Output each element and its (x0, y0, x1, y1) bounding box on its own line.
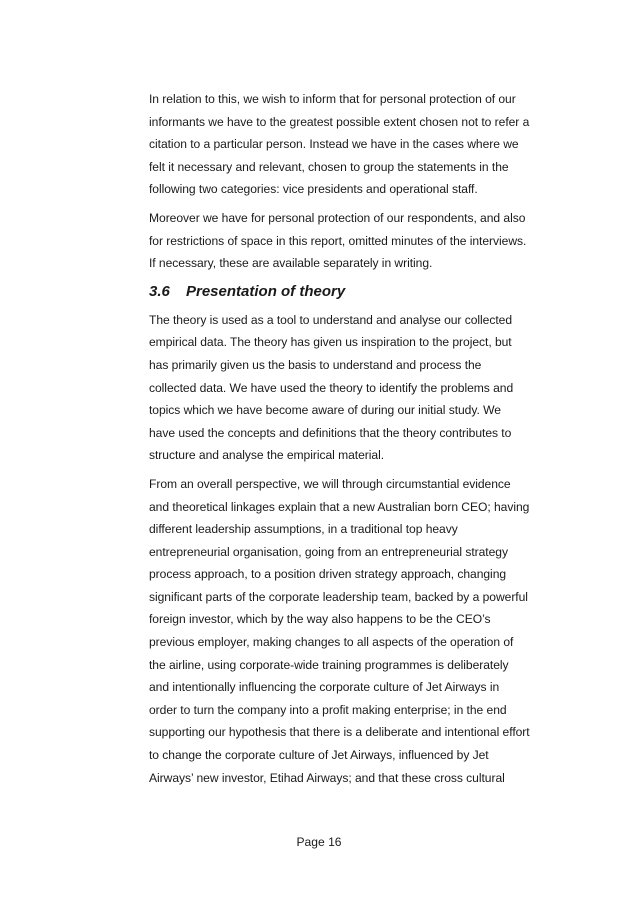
paragraph-omitted-minutes (149, 207, 569, 275)
text-line: has primarily given us the basis to understand and process the (149, 357, 482, 372)
text-line: structure and analyse the empirical material. (149, 448, 385, 463)
text-line: collected data. We have used the theory to identify the problems and (149, 380, 514, 395)
text-line: The theory is used as a tool to understand and analyse our collected (149, 312, 513, 327)
text-line: entrepreneurial organisation, going from an entrepreneurial strategy (149, 544, 508, 559)
text-line: previous employer, making changes to all aspects of the operation of (149, 635, 514, 650)
section-number: 3.6 (149, 282, 170, 300)
paragraph-theory-usage (149, 309, 569, 467)
text-line: informants we have to the greatest possible extent chosen not to refer a (149, 114, 530, 129)
text-line: have used the concepts and definitions that the theory contributes to (149, 425, 512, 440)
paragraph-overall-perspective (149, 473, 569, 789)
section-heading (149, 281, 569, 309)
text-line: topics which we have become aware of during our initial study. We (149, 403, 501, 418)
text-line: In relation to this, we wish to inform that for personal protection of our (149, 92, 516, 106)
text-line: Moreover we have for personal protection of our respondents, and also (149, 210, 526, 225)
text-line: and theoretical linkages explain that a new Australian born CEO; having (149, 499, 530, 514)
paragraph-privacy-citations (149, 88, 569, 201)
page-body (149, 88, 569, 789)
text-line: the airline, using corporate-wide training programmes is deliberately (149, 657, 509, 672)
text-line: order to turn the company into a profit making enterprise; in the end (149, 702, 507, 717)
text-line: From an overall perspective, we will through circumstantial evidence (149, 476, 511, 491)
text-line: for restrictions of space in this report, omitted minutes of the interviews. (149, 233, 527, 248)
text-line: Airways’ new investor, Etihad Airways; and that these cross cultural (149, 770, 505, 785)
text-line: citation to a particular person. Instead we have in the cases where we (149, 137, 519, 152)
text-line: and intentionally influencing the corporate culture of Jet Airways in (149, 680, 500, 695)
text-line: process approach, to a position driven strategy approach, changing (149, 567, 507, 582)
text-line: significant parts of the corporate leadership team, backed by a powerful (149, 589, 528, 604)
section-title: Presentation of theory (186, 282, 346, 300)
text-line: to change the corporate culture of Jet Airways, influenced by Jet (149, 748, 489, 763)
text-line: felt it necessary and relevant, chosen to group the statements in the (149, 159, 509, 174)
text-line: foreign investor, which by the way also happens to be the CEO’s (149, 612, 491, 627)
page-number: Page 16 (296, 835, 342, 849)
text-line: If necessary, these are available separately in writing. (149, 256, 433, 271)
text-line: supporting our hypothesis that there is a deliberate and intentional effort (149, 725, 530, 740)
text-line: different leadership assumptions, in a traditional top heavy (149, 522, 458, 537)
text-line: empirical data. The theory has given us inspiration to the project, but (149, 335, 512, 350)
text-line: following two categories: vice presidents and operational staff. (149, 182, 478, 197)
